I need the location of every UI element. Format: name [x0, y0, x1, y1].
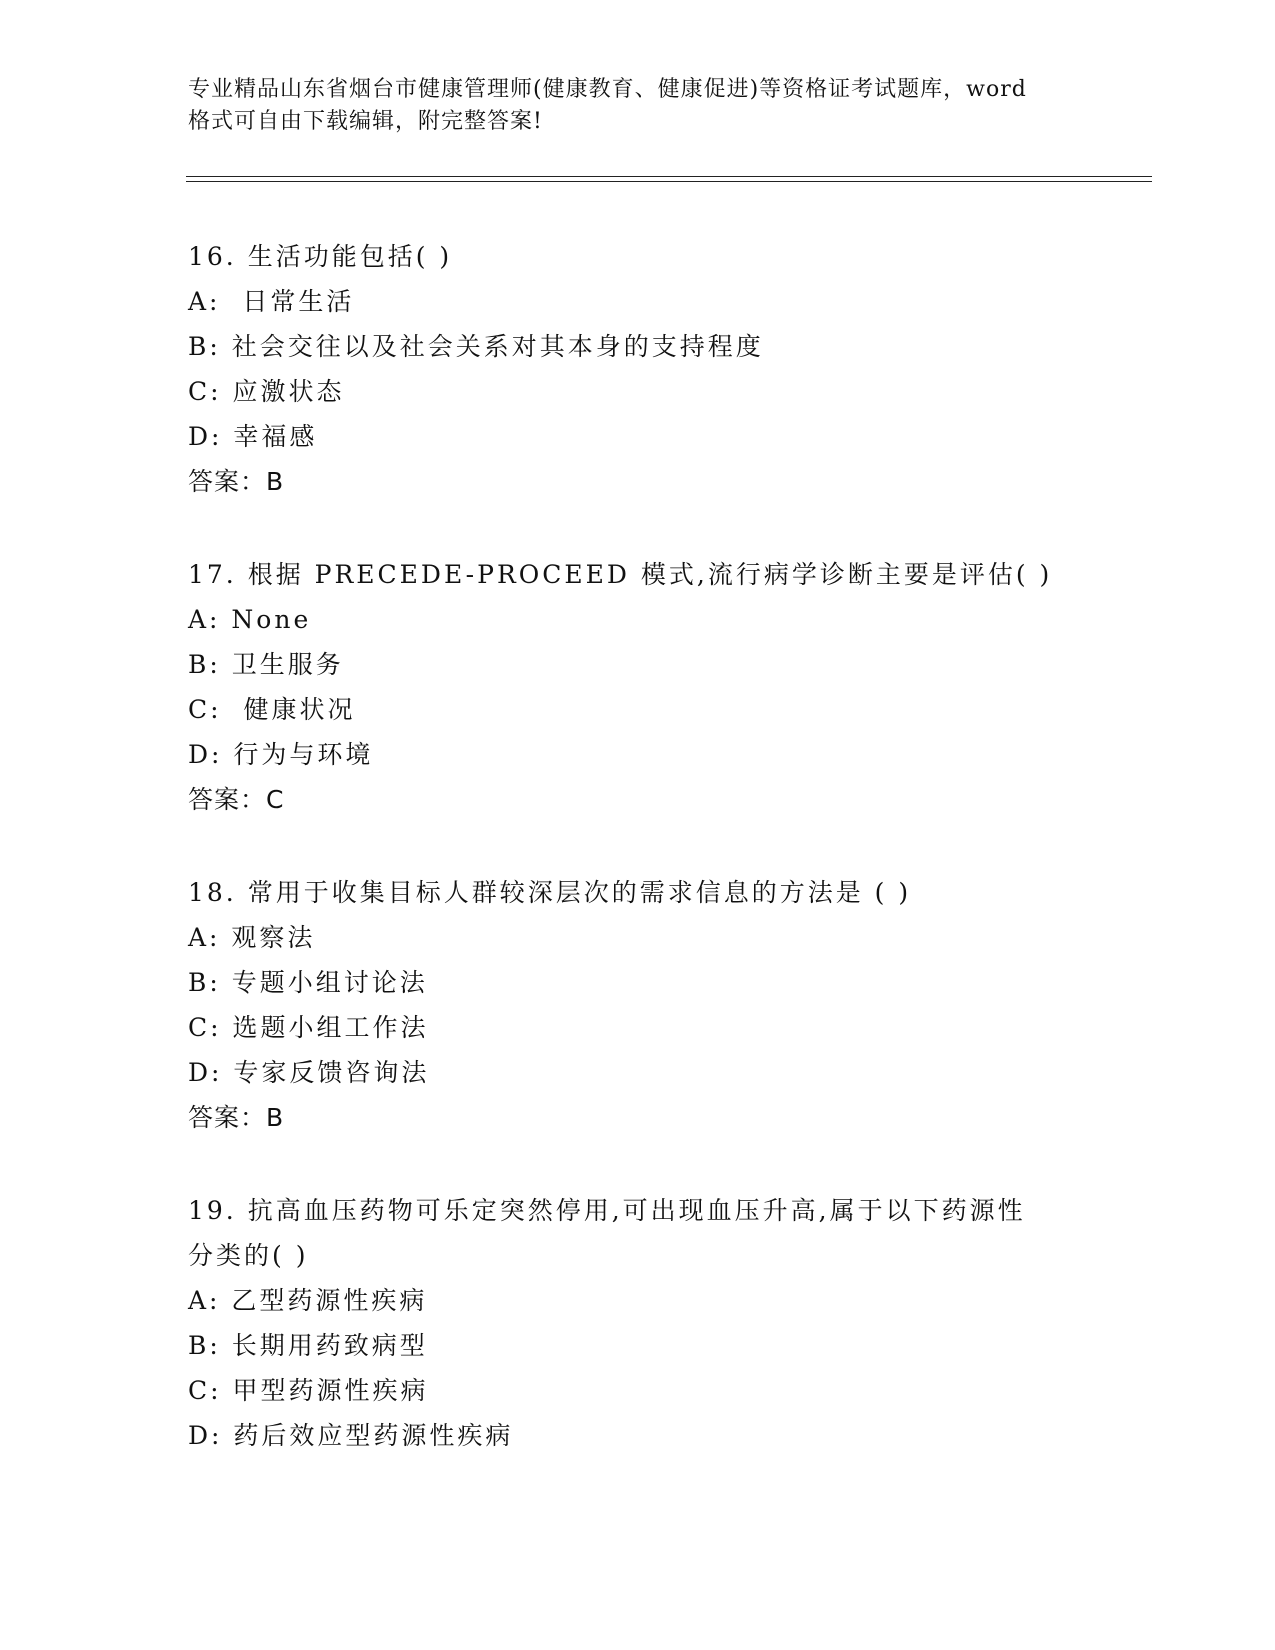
header-line-1: 专业精品山东省烟台市健康管理师(健康教育、健康促进)等资格证考试题库，word	[188, 77, 1027, 102]
option-c: C: 选题小组工作法	[188, 1013, 429, 1042]
option-c: C: 甲型药源性疾病	[188, 1376, 429, 1405]
option-d: D: 幸福感	[188, 422, 318, 451]
option-d: D: 行为与环境	[188, 740, 374, 769]
spacer	[188, 504, 1088, 552]
option-b: B: 社会交往以及社会关系对其本身的支持程度	[188, 332, 764, 361]
option-c: C: 应激状态	[188, 377, 345, 406]
answer: 答案：B	[188, 1103, 285, 1132]
answer: 答案：C	[188, 785, 285, 814]
question-stem: 17. 根据 PRECEDE-PROCEED 模式,流行病学诊断主要是评估( )	[188, 560, 1053, 589]
header-line-2: 格式可自由下载编辑，附完整答案!	[188, 109, 543, 134]
question-list	[188, 234, 1088, 1458]
document-header	[188, 74, 1088, 138]
option-a: A: 观察法	[188, 923, 316, 952]
question-19	[188, 1188, 1088, 1458]
question-18	[188, 870, 1088, 1140]
question-stem: 18. 常用于收集目标人群较深层次的需求信息的方法是 ( )	[188, 878, 912, 907]
option-a: A: 日常生活	[188, 287, 355, 316]
option-d: D: 药后效应型药源性疾病	[188, 1421, 514, 1450]
question-stem-line-1: 19. 抗高血压药物可乐定突然停用,可出现血压升高,属于以下药源性	[188, 1196, 1026, 1225]
header-divider-bottom	[186, 181, 1152, 182]
spacer	[188, 1140, 1088, 1188]
option-b: B: 专题小组讨论法	[188, 968, 428, 997]
question-stem-line-2: 分类的( )	[188, 1241, 309, 1270]
question-stem: 16. 生活功能包括( )	[188, 242, 453, 271]
spacer	[188, 822, 1088, 870]
option-a: A: None	[188, 605, 312, 634]
option-d: D: 专家反馈咨询法	[188, 1058, 430, 1087]
option-b: B: 长期用药致病型	[188, 1331, 428, 1360]
header-divider-top	[186, 176, 1152, 177]
option-c: C: 健康状况	[188, 695, 356, 724]
question-16	[188, 234, 1088, 504]
option-b: B: 卫生服务	[188, 650, 344, 679]
question-17	[188, 552, 1088, 822]
answer: 答案：B	[188, 467, 285, 496]
option-a: A: 乙型药源性疾病	[188, 1286, 428, 1315]
